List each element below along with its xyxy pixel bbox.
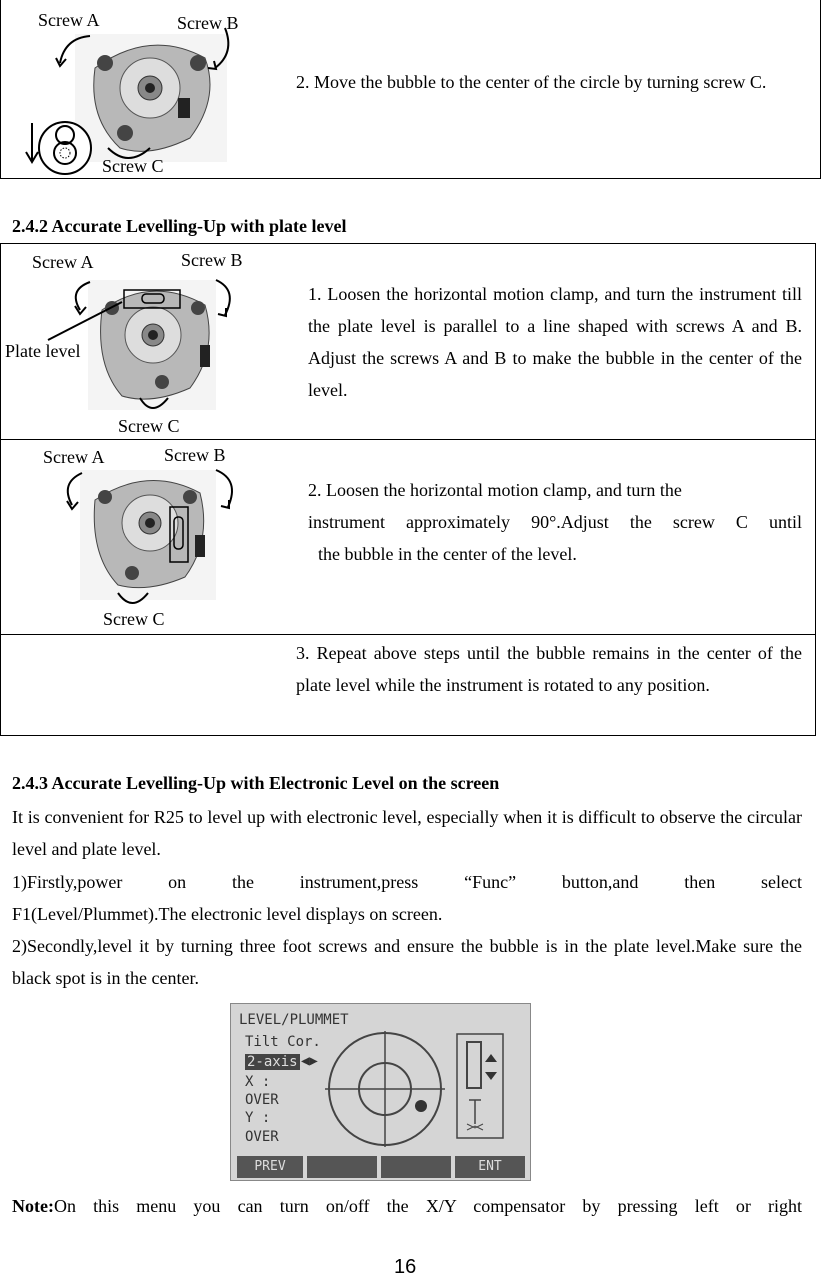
screw-c-label: Screw C [103,609,165,629]
screw-b-label: Screw B [181,250,243,270]
tribrach-figure-3 [50,465,260,615]
section-heading-electronic-level: 2.4.3 Accurate Levelling-Up with Electronic Level on the screen [12,773,500,793]
level-plummet-screen [230,1003,531,1181]
empty-softkey [307,1156,377,1178]
page-number: 16 [394,1256,417,1278]
note-text: On this menu you can turn on/off the X/Y compensator by pressing left or right [53,1196,802,1216]
screw-a-label: Screw A [38,10,100,30]
step-2-paragraph: 2)Secondly,level it by turning three foot screws and ensure the bubble is in the plate level.Make sure the black spot is in the center. [12,936,802,988]
screw-a-label: Screw A [32,252,94,272]
screw-c-label: Screw C [118,416,180,436]
step-1-line-2: F1(Level/Plummet).The electronic level displays on screen. [12,904,443,924]
tilt-cor-value: 2-axis [247,1054,298,1070]
y-value: OVER [245,1129,279,1145]
screw-b-label: Screw B [164,445,226,465]
intro-paragraph: It is convenient for R25 to level up with electronic level, especially when it is difficult to observe the circular level and plate level. [12,807,802,859]
left-right-arrows-icon: ◀▶ [301,1053,318,1069]
section-heading-plate-level: 2.4.2 Accurate Levelling-Up with plate level [12,216,347,236]
step-1-line-1: 1)Firstly,power on the instrument,press “Func” button,and then select [12,872,802,892]
step-2-circular-text: 2. Move the bubble to the center of the circle by turning screw C. [296,72,767,92]
prev-softkey: PREV [237,1156,303,1178]
x-label: X : [245,1074,271,1090]
note-paragraph [12,1190,802,1222]
step-3-plate-text: 3. Repeat above steps until the bubble remains in the center of the plate level while the instrument is rotated to any position. [296,643,802,695]
step-2-plate-line-3: the bubble in the center of the level. [318,544,577,564]
ent-softkey: ENT [455,1156,525,1178]
empty-softkey [381,1156,451,1178]
tilt-cor-label: Tilt Cor. [245,1034,321,1050]
plate-level-label: Plate level [5,341,81,361]
bubble-target-graphic [325,1026,455,1152]
y-label: Y : [245,1110,271,1126]
screw-c-label: Screw C [102,156,164,176]
x-value: OVER [245,1092,279,1108]
step-1-plate-text: 1. Loosen the horizontal motion clamp, and turn the instrument till the plate level is parallel to a line shaped with screws A and B. Adjust the screws A and B to make the bubble in the center of the level. [308,284,802,400]
screw-b-label: Screw B [177,13,239,33]
step-2-plate-line-2: instrument approximately 90°.Adjust the screw C until [308,512,802,532]
screw-a-label: Screw A [43,447,105,467]
note-label: Note: [12,1196,54,1216]
table-divider-1 [0,439,816,440]
vertical-level-indicator [455,1032,505,1142]
table-divider-2 [0,634,816,635]
step-2-plate-line-1: 2. Loosen the horizontal motion clamp, and turn the [308,480,682,500]
screen-title: LEVEL/PLUMMET [239,1012,349,1028]
